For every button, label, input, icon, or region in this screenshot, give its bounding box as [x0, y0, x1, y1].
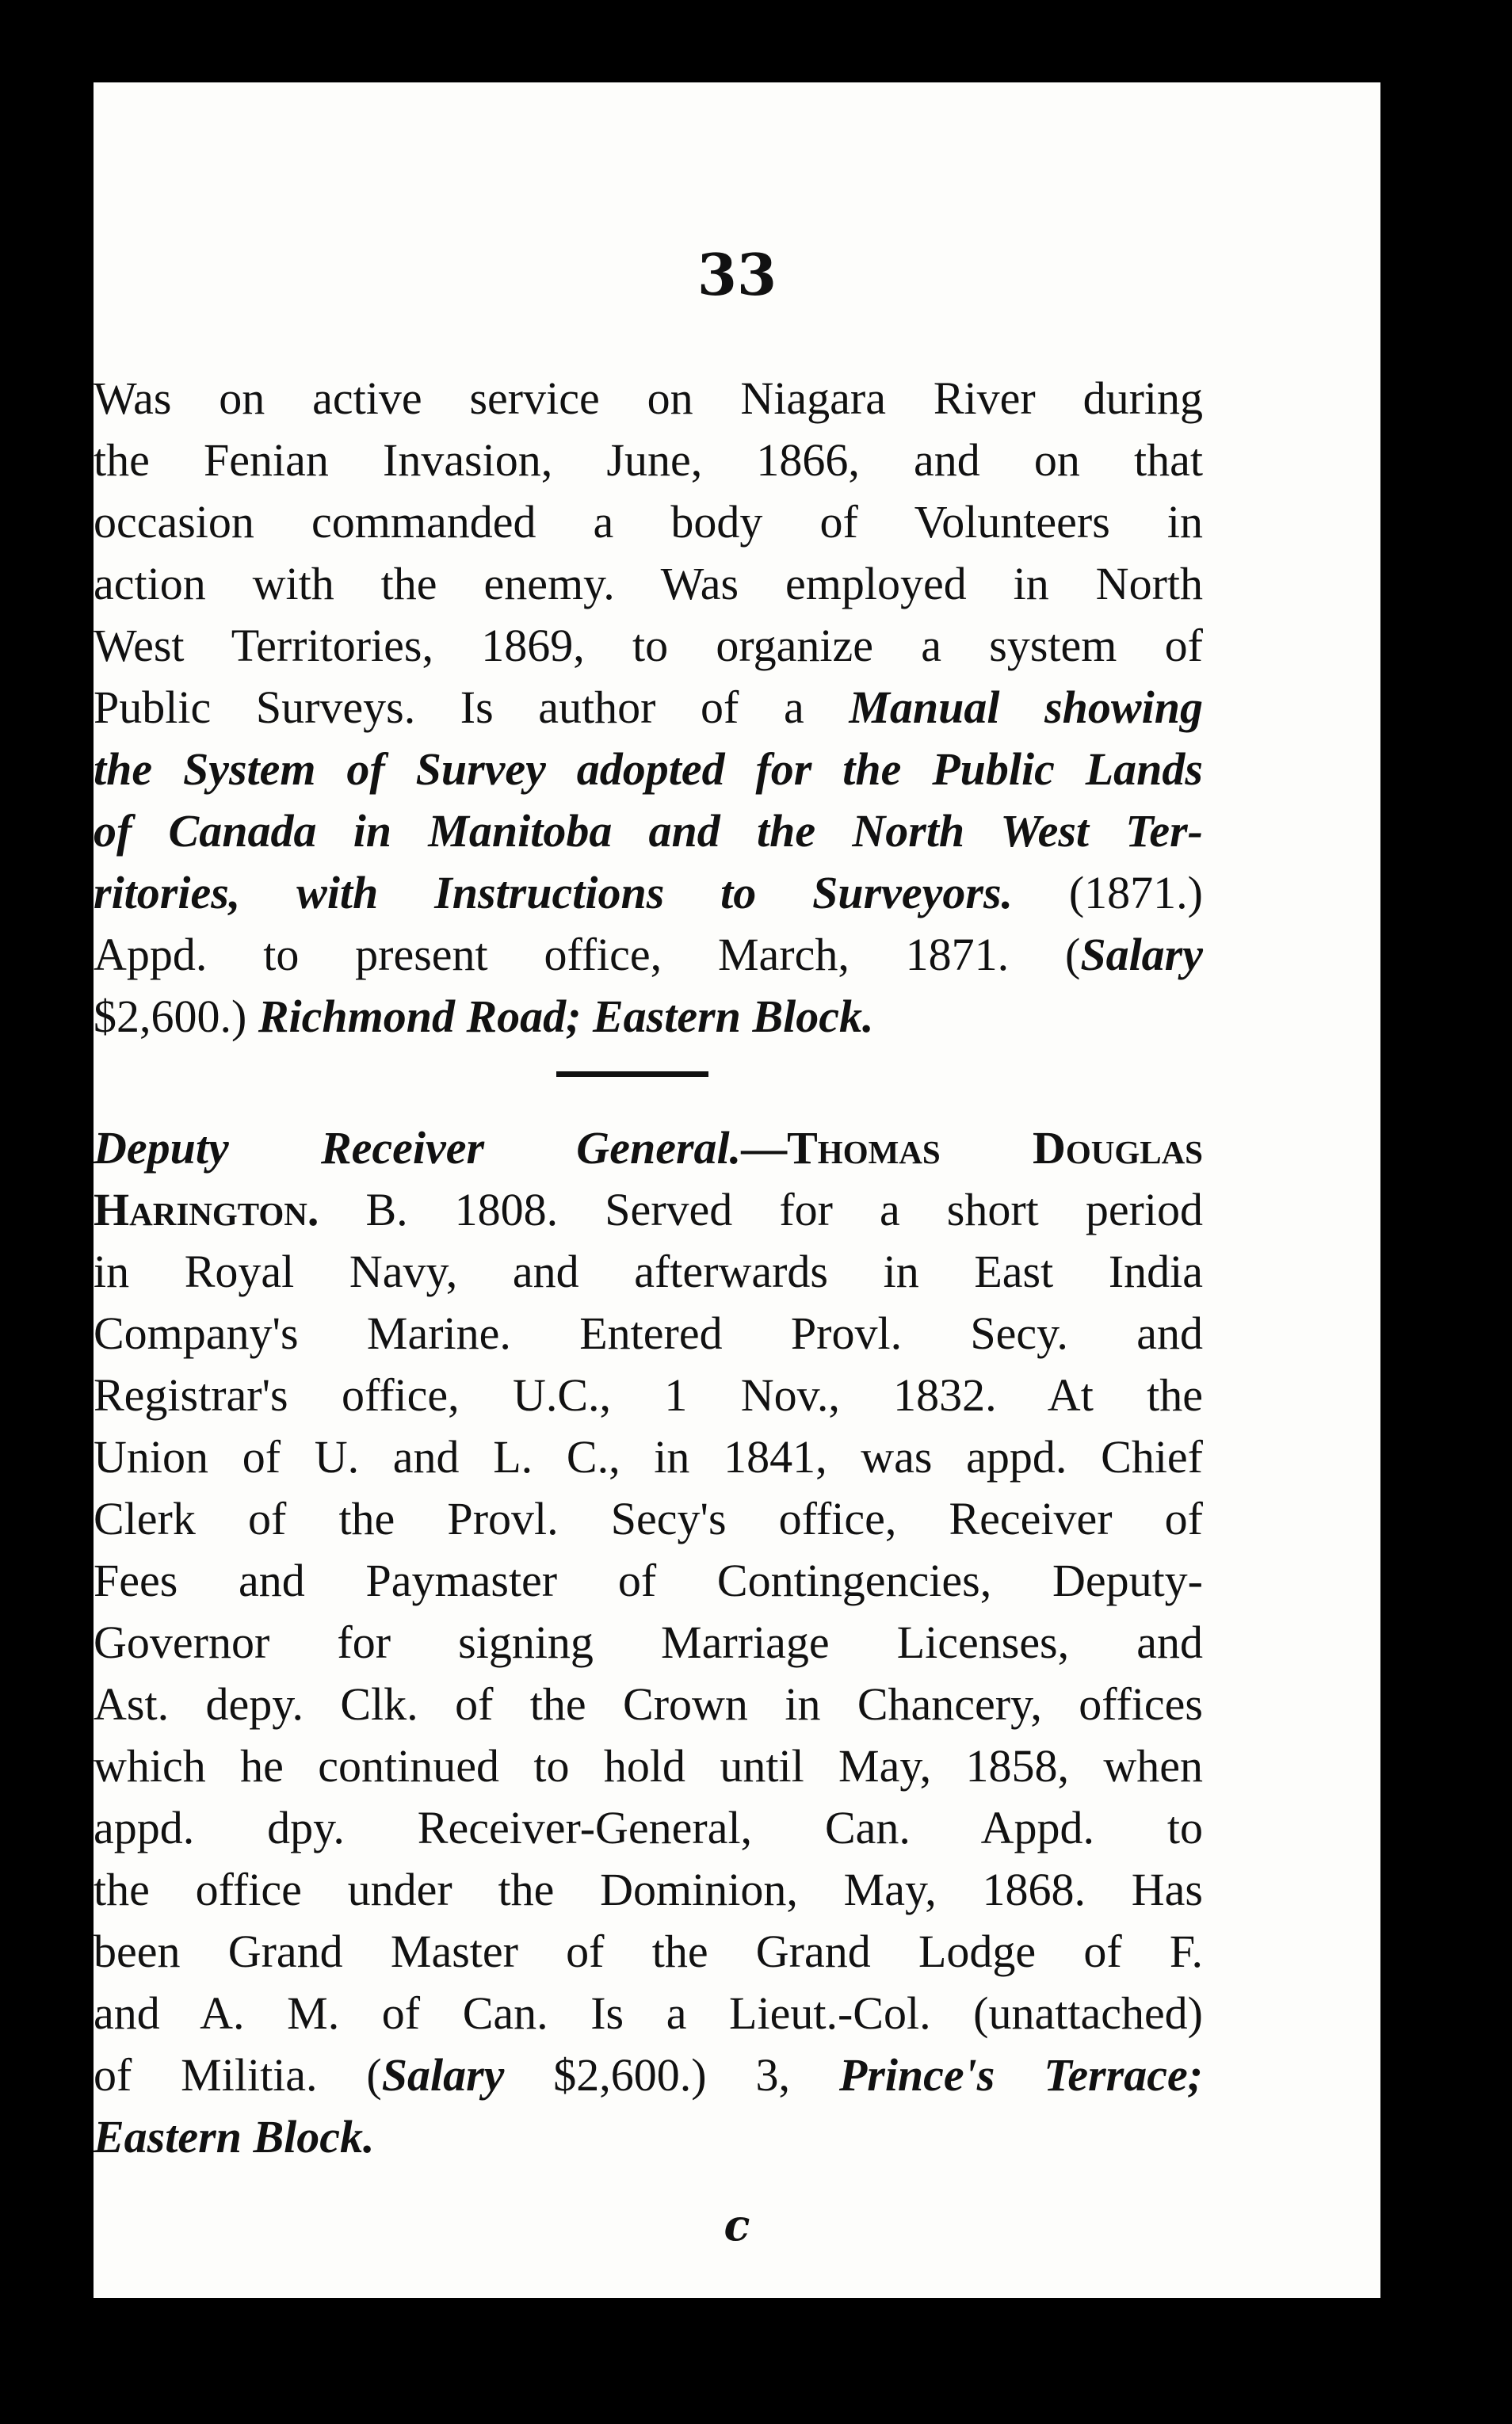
- text-line: Was on active service on Niagara River during: [94, 372, 1203, 424]
- text-line: [94, 862, 1203, 924]
- text-line: [94, 924, 1203, 986]
- page-number: 33: [697, 241, 777, 308]
- text-line: the office under the Dominion, May, 1868. Has: [94, 1864, 1203, 1915]
- text-run: Appd. to present office, March, 1871. (: [94, 929, 1081, 980]
- text-line: the Fenian Invasion, June, 1866, and on that: [94, 434, 1203, 486]
- person-name-run: —Thomas Douglas: [741, 1122, 1203, 1174]
- text-line: and A. M. of Can. Is a Lieut.-Col. (unattached): [94, 1987, 1203, 2039]
- text-line: Company's Marine. Entered Provl. Secy. and: [94, 1307, 1203, 1359]
- text-line: action with the enemy. Was employed in North: [94, 558, 1203, 609]
- text-line: been Grand Master of the Grand Lodge of F.: [94, 1926, 1203, 1977]
- text-run: (1871.): [1013, 867, 1203, 918]
- biography-paragraph-2: [94, 1117, 1203, 2168]
- biography-paragraph-1: [94, 368, 1203, 1048]
- text-run: $2,600.): [94, 991, 258, 1042]
- italic-run: Salary: [1080, 929, 1203, 980]
- text-run: Public Surveys. Is author of a: [94, 681, 850, 733]
- text-line: [94, 677, 1203, 739]
- text-line: in Royal Navy, and afterwards in East India: [94, 1246, 1203, 1297]
- text-line: [94, 1179, 1203, 1241]
- text-run: $2,600.) 3,: [504, 2049, 839, 2101]
- text-line: [94, 1117, 1203, 1179]
- text-line: Fees and Paymaster of Contingencies, Deputy-: [94, 1555, 1203, 1606]
- text-line: Governor for signing Marriage Licenses, and: [94, 1617, 1203, 1668]
- text-run: B. 1808. Served for a short period: [319, 1184, 1203, 1235]
- text-run: of Militia. (: [94, 2049, 382, 2101]
- text-line: Ast. depy. Clk. of the Crown in Chancery, offices: [94, 1678, 1203, 1730]
- section-divider: [556, 1071, 708, 1077]
- person-name-run: Harington.: [94, 1184, 319, 1235]
- italic-title-run: Manual showing: [849, 681, 1203, 733]
- text-line: the System of Survey adopted for the Public Lands: [94, 743, 1203, 795]
- italic-title-run: ritories, with Instructions to Surveyors.: [94, 867, 1014, 918]
- text-line: Eastern Block.: [94, 2111, 375, 2163]
- book-page: [94, 82, 1380, 2298]
- signature-mark: c: [724, 2200, 750, 2250]
- text-line: which he continued to hold until May, 1858, when: [94, 1740, 1203, 1792]
- text-line: [94, 986, 1203, 1048]
- italic-address-run: Prince's Terrace;: [838, 2049, 1204, 2101]
- text-line: West Territories, 1869, to organize a system of: [94, 620, 1203, 671]
- text-line: Clerk of the Provl. Secy's office, Receiver of: [94, 1493, 1203, 1544]
- text-line: appd. dpy. Receiver-General, Can. Appd. to: [94, 1802, 1203, 1853]
- text-line: of Canada in Manitoba and the North West Ter-: [94, 805, 1203, 857]
- italic-run: Salary: [381, 2049, 505, 2101]
- text-line: Union of U. and L. C., in 1841, was appd. Chief: [94, 1431, 1203, 1483]
- text-line: [94, 2044, 1203, 2106]
- italic-address-run: Richmond Road; Eastern Block.: [258, 991, 874, 1042]
- italic-office-title: Deputy Receiver General.: [94, 1122, 742, 1174]
- text-line: Registrar's office, U.C., 1 Nov., 1832. At the: [94, 1369, 1203, 1421]
- text-line: occasion commanded a body of Volunteers in: [94, 496, 1203, 548]
